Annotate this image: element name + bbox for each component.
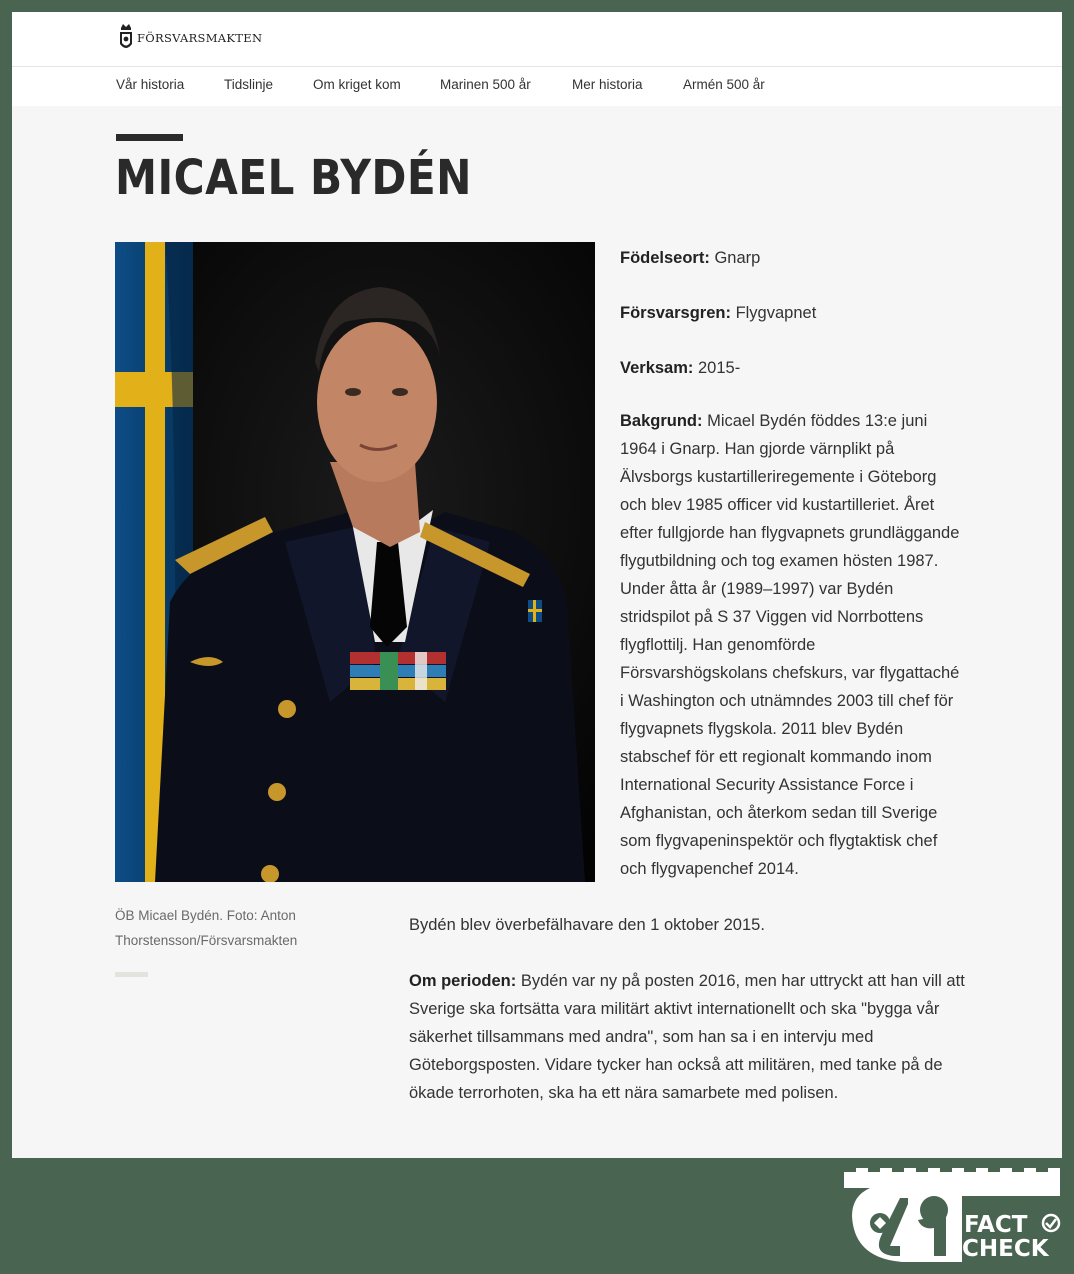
period-label: Om perioden: xyxy=(409,972,517,990)
fact-value: Gnarp xyxy=(714,249,761,267)
main-nav xyxy=(12,67,1062,106)
page-title: MICAEL BYDÉN xyxy=(115,150,472,206)
nav-item-var-historia[interactable]: Vår historia xyxy=(116,77,185,92)
background-paragraph xyxy=(620,407,965,883)
nav-item-tidslinje[interactable]: Tidslinje xyxy=(224,77,274,92)
background-label: Bakgrund: xyxy=(620,412,703,430)
logo-text: FÖRSVARSMAKTEN xyxy=(137,31,263,45)
fact-check-badge xyxy=(842,1168,1064,1272)
nav-item-mer-historia[interactable]: Mer historia xyxy=(572,77,643,92)
fact-active xyxy=(620,354,740,382)
title-accent-bar xyxy=(116,134,183,141)
fact-value: Flygvapnet xyxy=(735,304,817,322)
fact-birthplace xyxy=(620,244,760,272)
period-text: Bydén var ny på posten 2016, men har uttryckt att han vill att Sverige ska fortsätta vara militärt aktivt internationellt och ska "bygga vår säkerhet tillsammans med andra", som han sa i en intervju med Göteborgsposten. Vidare tycker han också att militären, med tanke på de ökade terrorhoten, ska ha ett nära samarbete med polisen. xyxy=(409,972,965,1102)
photo-caption: ÖB Micael Bydén. Foto: Anton Thorstensson/Försvarsmakten xyxy=(115,908,298,948)
background-continued: Bydén blev överbefälhavare den 1 oktober 2015. xyxy=(409,916,765,934)
page xyxy=(12,12,1062,1158)
fact-label: Födelseort: xyxy=(620,249,710,267)
nav-item-armen-500[interactable]: Armén 500 år xyxy=(683,77,765,92)
fact-branch xyxy=(620,299,816,327)
nav-item-marinen-500[interactable]: Marinen 500 år xyxy=(440,77,531,92)
badge-text-check: CHECK xyxy=(962,1236,1049,1262)
badge-text-fact: FACT xyxy=(964,1212,1028,1238)
crown-shield-icon xyxy=(119,22,133,54)
logo-link[interactable] xyxy=(119,22,262,54)
top-header xyxy=(12,12,1062,67)
nav-item-om-kriget-kom[interactable]: Om kriget kom xyxy=(313,77,401,92)
fact-label: Verksam: xyxy=(620,359,694,377)
background-text: Micael Bydén föddes 13:e juni 1964 i Gnarp. Han gjorde värnplikt på Älvsborgs kustartilleriregemente i Göteborg och blev 1985 officer vid kustartilleriet. Året efter fullgjorde han flygvapnets grundläggande flygutbildning och tog examen hösten 1987. Under åtta år (1989–1997) var Bydén stridspilot på S 37 Viggen vid Norrbottens flygflottilj. Han genomförde Försvarshögskolans chefskurs, var flygattaché i Washington och utnämndes 2003 till chef för flygvapnets flygskola. 2011 blev Bydén stabschef för ett regionalt kommando inom International Security Assistance Force i Afghanistan, och återkom sedan till Sverige som flygvapeninspektör och flygtaktisk chef och flygvapenchef 2014. xyxy=(620,412,960,878)
fact-value: 2015- xyxy=(697,359,741,377)
caption-divider xyxy=(115,972,148,977)
portrait-photo xyxy=(115,242,595,882)
check-circle-icon xyxy=(1043,1215,1059,1231)
fact-label: Försvarsgren: xyxy=(620,304,731,322)
period-paragraph xyxy=(409,967,969,1107)
